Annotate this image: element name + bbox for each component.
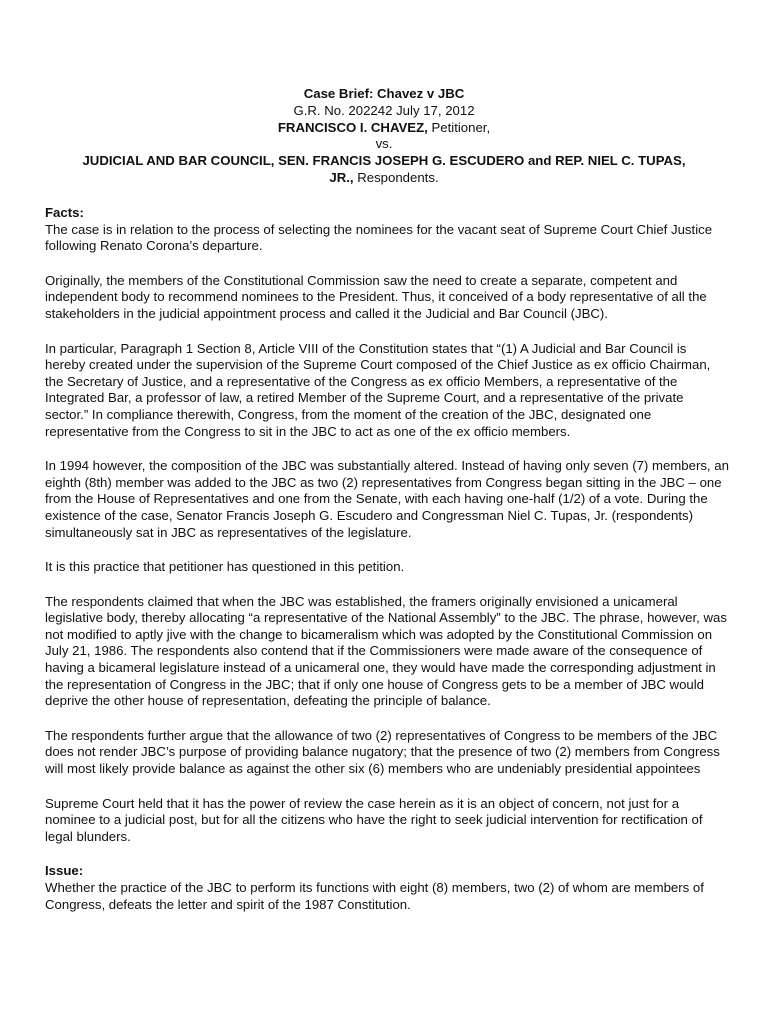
- respondents-names: JUDICIAL AND BAR COUNCIL, SEN. FRANCIS JOSEPH G. ESCUDERO and REP. NIEL C. TUPAS,: [82, 153, 686, 169]
- case-title: Case Brief: Chavez v JBC: [303, 86, 465, 101]
- case-header: [0, 86, 768, 187]
- facts-paragraph: The respondents claimed that when the JBC was established, the framers originally envisioned a unicameral legislative body, thereby allocating “a representative of the National Assembly” to the JBC. The phrase, however, was not modified to aptly jive with the change to bicameralism which was adopted by the Constitutional Commission on July 21, 1986. The respondents also contend that if the Commissioners were made aware of the consequence of having a bicameral legislature instead of a unicameral one, they would have made the corresponding adjustment in the representation of Congress in the JBC; that if only one house of Congress gets to be a member of JBC would deprive the other house of representation, defeating the principle of balance.: [45, 593, 727, 709]
- respondents-role: Respondents.: [353, 169, 439, 185]
- issue-paragraph: Whether the practice of the JBC to perform its functions with eight (8) members, two (2) of whom are members of Congress, defeats the letter and spirit of the 1987 Constitution.: [45, 880, 704, 912]
- facts-paragraph: In particular, Paragraph 1 Section 8, Article VIII of the Constitution states that “(1) A Judicial and Bar Council is hereby created under the supervision of the Supreme Court composed of the Chief Justice as ex officio Chairman, the Secretary of Justice, and a representative of the Congress as ex officio Members, a representative of the Integrated Bar, a professor of law, a retired Member of the Supreme Court, and a representative of the private sector.” In compliance therewith, Congress, from the moment of the creation of the JBC, designated one representative from the Congress to sit in the JBC to act as one of the ex officio members.: [45, 340, 711, 439]
- gr-number-line: G.R. No. 202242 July 17, 2012: [293, 102, 475, 118]
- facts-paragraph: In 1994 however, the composition of the JBC was substantially altered. Instead of having only seven (7) members, an eighth (8th) member was added to the JBC as two (2) representatives from Congress began sitting in the JBC – one from the House of Representatives and one from the Senate, with each having one-half (1/2) of a vote. During the existence of the case, Senator Francis Joseph G. Escudero and Congressman Niel C. Tupas, Jr. (respondents) simultaneously sat in JBC as representatives of the legislature.: [45, 458, 729, 540]
- facts-paragraph: Originally, the members of the Constitutional Commission saw the need to create a separate, competent and independent body to recommend nominees to the President. Thus, it conceived of a body representative of all the stakeholders in the judicial appointment process and called it the Judicial and Bar Council (JBC).: [45, 272, 707, 321]
- facts-paragraph: The respondents further argue that the allowance of two (2) representatives of Congress to be members of the JBC does not render JBC’s purpose of providing balance nugatory; that the presence of two (2) members from Congress will most likely provide balance as against the other six (6) members who are undeniably presidential appointees: [45, 727, 720, 777]
- facts-heading: Facts:: [45, 205, 84, 220]
- petitioner-name: FRANCISCO I. CHAVEZ,: [277, 119, 428, 135]
- facts-paragraph: The case is in relation to the process of selecting the nominees for the vacant seat of Supreme Court Chief Justice following Renato Corona’s departure.: [45, 221, 713, 254]
- respondents-names-cont: JR.,: [329, 169, 354, 185]
- versus-line: vs.: [375, 136, 393, 152]
- facts-paragraph: Supreme Court held that it has the power of review the case herein as it is an object of concern, not just for a nominee to a judicial post, but for all the citizens who have the right to seek judicial intervention for rectification of legal blunders.: [45, 795, 703, 844]
- respondents-line: [0, 170, 768, 187]
- petitioner-role: Petitioner,: [427, 119, 491, 135]
- issue-heading: Issue:: [45, 863, 84, 879]
- facts-paragraph: It is this practice that petitioner has questioned in this petition.: [45, 559, 405, 575]
- petitioner-line: [0, 120, 768, 137]
- case-body: [45, 205, 730, 931]
